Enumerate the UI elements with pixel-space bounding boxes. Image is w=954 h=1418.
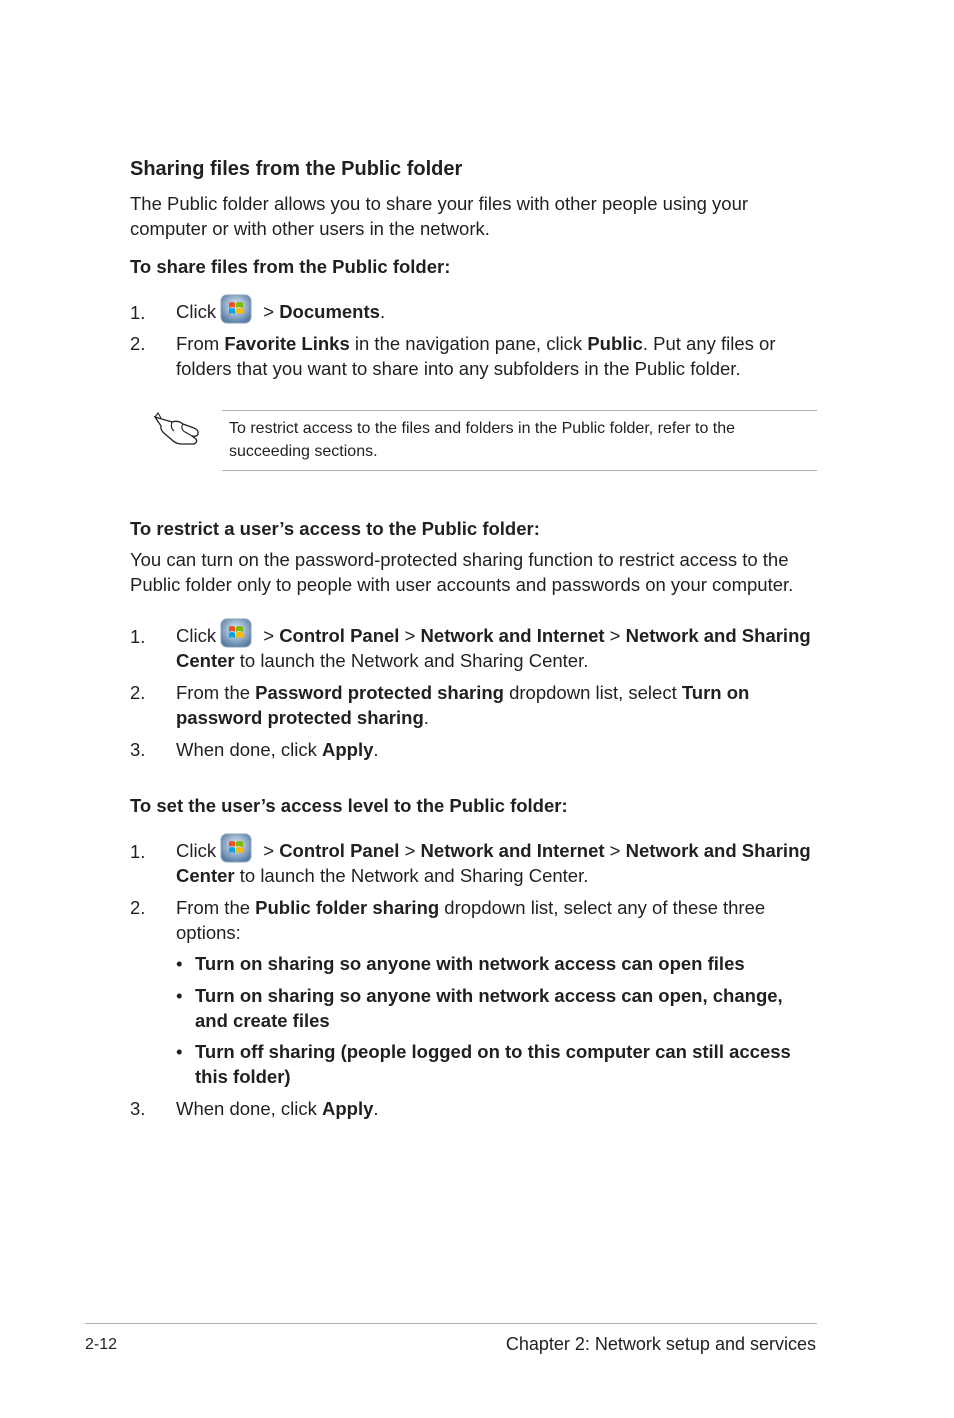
bullet-marker: • (176, 1041, 183, 1062)
bullet-marker: • (176, 985, 183, 1006)
bullet-option-1: Turn on sharing so anyone with network access can open files (195, 953, 745, 974)
sec2-step1-number: 1. (130, 626, 146, 647)
section-heading: Sharing files from the Public folder (130, 158, 463, 180)
sec1-step2: From Favorite Links in the navigation pane, click Public. Put any files or folders that you want to share into any subfolders in the Public folder. (176, 333, 776, 379)
sec1-step1-number: 1. (130, 302, 146, 323)
sec2-title: To restrict a user’s access to the Public folder: (130, 518, 540, 539)
sec2-step3-number: 3. (130, 739, 146, 760)
bullet-option-3: Turn off sharing (people logged on to this computer can still access this folder) (195, 1041, 791, 1087)
bullet-option-2: Turn on sharing so anyone with network access can open, change, and create files (195, 985, 783, 1031)
sec2-step2-number: 2. (130, 682, 146, 703)
sec1-title: To share files from the Public folder: (130, 256, 451, 277)
sec2-intro: You can turn on the password-protected sharing function to restrict access to the Public folder only to people with user accounts and passwords on your computer. (130, 549, 794, 595)
page-number: 2-12 (85, 1336, 118, 1353)
sec3-step2: From the Public folder sharing dropdown list, select any of these three options: (176, 897, 766, 943)
sec2-step2: From the Password protected sharing dropdown list, select Turn on password protected sharing. (176, 682, 750, 728)
windows-start-icon (220, 618, 252, 648)
bullet-marker: • (176, 953, 183, 974)
sec2-step1: Click > Control Panel > Network and Internet > Network and Sharing Center to launch the Network and Sharing Center. (176, 618, 826, 673)
note-text: To restrict access to the files and folders in the Public folder, refer to the succeeding sections. (229, 420, 736, 460)
note-hand-icon (152, 408, 206, 453)
sec2-step3: When done, click Apply. (176, 739, 379, 760)
sec1-step2-number: 2. (130, 333, 146, 354)
windows-start-icon (220, 294, 252, 324)
sec1-step1: Click > Documents. (176, 294, 826, 324)
sec3-step3-number: 3. (130, 1098, 146, 1119)
intro-paragraph: The Public folder allows you to share your files with other people using your computer or with other users in the network. (130, 193, 749, 239)
sec3-step1: Click > Control Panel > Network and Internet > Network and Sharing Center to launch the Network and Sharing Center. (176, 833, 826, 888)
sec3-step1-number: 1. (130, 841, 146, 862)
sec3-title: To set the user’s access level to the Public folder: (130, 795, 568, 816)
footer-rule (85, 1323, 817, 1324)
chapter-title: Chapter 2: Network setup and services (505, 1334, 816, 1354)
note-top-rule (222, 410, 817, 411)
sec3-step3: When done, click Apply. (176, 1098, 379, 1119)
windows-start-icon (220, 833, 252, 863)
note-bottom-rule (222, 470, 817, 471)
sec3-step2-number: 2. (130, 897, 146, 918)
